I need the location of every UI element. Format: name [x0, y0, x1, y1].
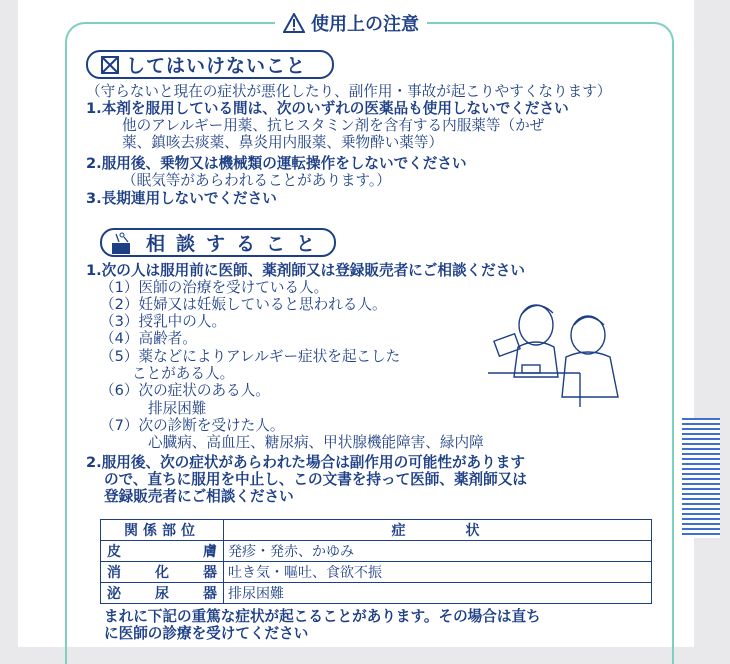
- text-line: （2）妊婦又は妊娠していると思われる人。: [100, 296, 387, 313]
- symptom-table: [100, 519, 652, 604]
- text-line: 2.服用後、乗物又は機械類の運転操作をしないでください: [86, 155, 467, 172]
- text-line: （7）次の診断を受けた人。: [100, 417, 285, 434]
- table-cell: 皮膚: [101, 541, 224, 562]
- text-line: まれに下記の重篤な症状が起こることがあります。その場合は直ち: [104, 608, 541, 625]
- table-cell: 吐き気・嘔吐、食欲不振: [224, 562, 652, 583]
- text-line: （6）次の症状のある人。: [100, 382, 270, 399]
- table-row: [101, 583, 652, 604]
- table-header-row: [101, 520, 652, 541]
- table-cell: 消化器: [101, 562, 224, 583]
- text-line: 登録販売者にご相談ください: [104, 488, 294, 505]
- table-row: [101, 562, 652, 583]
- page-title: 使用上の注意: [311, 14, 419, 35]
- table-row: [101, 541, 652, 562]
- text-line: 薬、鎮咳去痰薬、鼻炎用内服薬、乗物酔い薬等）: [122, 134, 444, 151]
- text-line: 心臓病、高血圧、糖尿病、甲状腺機能障害、緑内障: [148, 434, 484, 451]
- section-heading-prohibited: [86, 50, 334, 79]
- text-line: 排尿困難: [148, 400, 207, 417]
- text-line: 3.長期連用しないでください: [86, 190, 277, 207]
- text-line: 他のアレルギー用薬、抗ヒスタミン剤を含有する内服薬等（かぜ: [122, 117, 545, 134]
- text-line: 2.服用後、次の症状があらわれた場合は副作用の可能性があります: [86, 454, 525, 471]
- table-header-cell: 関係部位: [101, 520, 224, 541]
- section-heading-label: してはいけないこと: [126, 55, 307, 77]
- table-cell: 泌尿器: [101, 583, 224, 604]
- text-line: （3）授乳中の人。: [100, 313, 227, 330]
- consultation-illustration: [488, 295, 628, 415]
- table-cell: 発疹・発赤、かゆみ: [224, 541, 652, 562]
- prohibited-box-icon: [100, 55, 120, 75]
- text-line: ことがある人。: [132, 365, 235, 382]
- section-heading-label: 相談すること: [146, 233, 327, 255]
- text-line: ので、直ちに服用を中止し、この文書を持って医師、薬剤師又は: [104, 471, 527, 488]
- barcode: [682, 418, 720, 538]
- text-line: （5）薬などによりアレルギー症状を起こした: [100, 348, 401, 365]
- text-line: （4）高齢者。: [100, 330, 197, 347]
- table-header-cell: 症状: [224, 520, 652, 541]
- consult-desk-icon: [110, 231, 132, 255]
- text-line: 1.次の人は服用前に医師、薬剤師又は登録販売者にご相談ください: [86, 262, 525, 279]
- text-line: に医師の診療を受けてください: [104, 625, 309, 642]
- section-heading-consult: [100, 228, 336, 257]
- text-line: （守らないと現在の症状が悪化したり、副作用・事故が起こりやすくなります）: [86, 83, 612, 100]
- warning-triangle-icon: [283, 13, 305, 33]
- table-cell: 排尿困難: [224, 583, 652, 604]
- text-line: （1）医師の治療を受けている人。: [100, 279, 329, 296]
- section-header: [275, 10, 427, 36]
- text-line: （眠気等があらわれることがあります。）: [122, 172, 391, 189]
- text-line: 1.本剤を服用している間は、次のいずれの医薬品も使用しないでください: [86, 100, 569, 117]
